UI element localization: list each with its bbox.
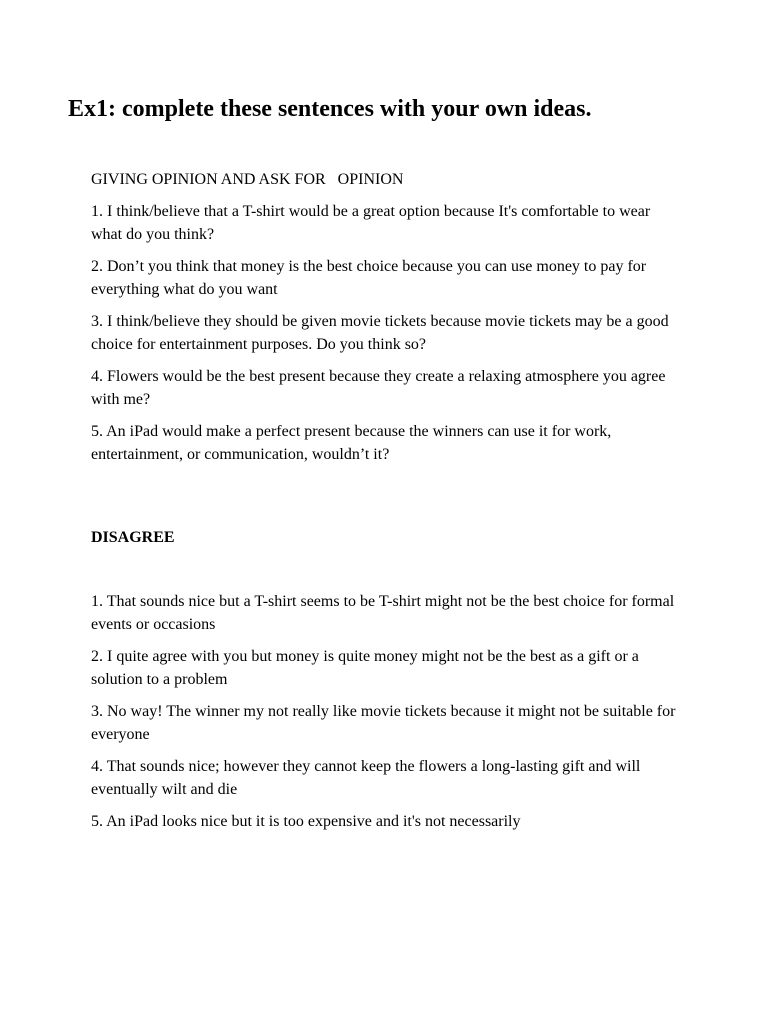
opinion-sentence-5: 5. An iPad would make a perfect present because the winners can use it for work, entertainment, or communication, wouldn’t it? <box>91 423 612 463</box>
opinion-sentence-4: 4. Flowers would be the best present because they create a relaxing atmosphere you agree with me? <box>91 368 666 408</box>
opinion-sentence-3: 3. I think/believe they should be given movie tickets because movie tickets may be a good choice for entertainment purposes. Do you think so? <box>91 313 669 353</box>
disagree-sentence-3: 3. No way! The winner my not really like movie tickets because it might not be suitable for everyone <box>91 703 676 743</box>
disagree-sentence-5: 5. An iPad looks nice but it is too expensive and it's not necessarily <box>91 813 521 830</box>
section-heading-disagree: DISAGREE <box>91 529 175 546</box>
section-heading-giving-opinion: GIVING OPINION AND ASK FOR OPINION <box>91 171 404 188</box>
opinion-sentence-1: 1. I think/believe that a T-shirt would be a great option because It's comfortable to wear what do you think? <box>91 203 651 243</box>
disagree-sentence-2: 2. I quite agree with you but money is quite money might not be the best as a gift or a solution to a problem <box>91 648 639 688</box>
exercise-content <box>91 168 681 842</box>
disagree-sentence-1: 1. That sounds nice but a T-shirt seems to be T-shirt might not be the best choice for formal events or occasions <box>91 593 675 633</box>
opinion-sentence-2: 2. Don’t you think that money is the best choice because you can use money to pay for everything what do you want <box>91 258 647 298</box>
exercise-title: Ex1: complete these sentences with your own ideas. <box>68 96 592 122</box>
disagree-sentence-4: 4. That sounds nice; however they cannot keep the flowers a long-lasting gift and will eventually wilt and die <box>91 758 641 798</box>
